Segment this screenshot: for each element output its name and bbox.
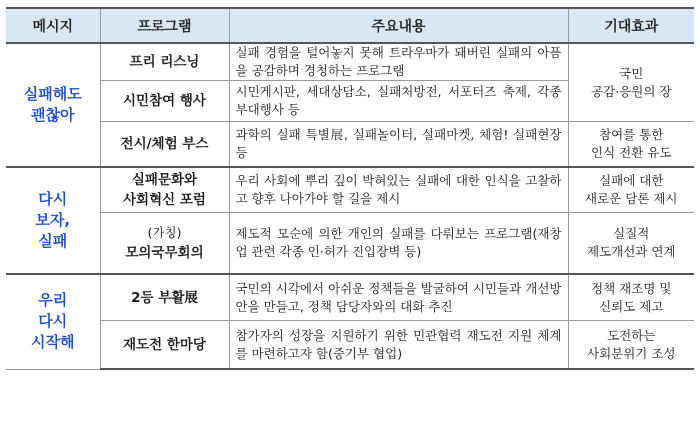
effect-cell: 국민 공감·응원의 장 xyxy=(568,43,694,122)
table-row xyxy=(6,274,694,321)
program-cell: (가칭) 모의국무회의 xyxy=(100,213,229,275)
program-cell: 2등 부활展 xyxy=(100,274,229,321)
effect-cell: 실질적 제도개선과 연계 xyxy=(568,213,694,275)
content-cell: 실패 경험을 털어놓지 못해 트라우마가 돼버린 실패의 아픔을 공감하며 경청하는 프로그램 xyxy=(229,43,568,81)
program-table xyxy=(6,7,694,370)
message-cell: 우리 다시 시작해 xyxy=(6,274,100,369)
header-program: 프로그램 xyxy=(100,8,229,43)
table-row xyxy=(6,321,694,370)
content-cell: 시민게시판, 세대상담소, 실패처방전, 서포터즈 축제, 각종 부대행사 등 xyxy=(229,81,568,122)
header-effect: 기대효과 xyxy=(568,8,694,43)
program-cell: 시민참여 행사 xyxy=(100,81,229,122)
content-cell: 국민의 시각에서 아쉬운 정책들을 발굴하여 시민들과 개선방안을 만들고, 정책 담당자와의 대화 추진 xyxy=(229,274,568,321)
effect-cell: 도전하는 사회분위기 조성 xyxy=(568,321,694,370)
effect-cell: 참여를 통한 인식 전환 유도 xyxy=(568,122,694,168)
content-cell: 과학의 실패 특별展, 실패놀이터, 실패마켓, 체험! 실패현장 등 xyxy=(229,122,568,168)
table-row xyxy=(6,43,694,81)
content-cell: 제도적 모순에 의한 개인의 실패를 다뤄보는 프로그램(재창업 관련 각종 인·허가 진입장벽 등) xyxy=(229,213,568,275)
table-row xyxy=(6,122,694,168)
message-cell: 다시 보자, 실패 xyxy=(6,167,100,274)
program-cell: 프리 리스닝 xyxy=(100,43,229,81)
header-content: 주요내용 xyxy=(229,8,568,43)
program-cell: 전시/체험 부스 xyxy=(100,122,229,168)
program-cell: 실패문화와 사회혁신 포럼 xyxy=(100,167,229,213)
table-row xyxy=(6,213,694,275)
effect-cell: 정책 재조명 및 신뢰도 제고 xyxy=(568,274,694,321)
message-cell: 실패해도 괜찮아 xyxy=(6,43,100,167)
content-cell: 참가자의 성장을 지원하기 위한 민관협력 재도전 지원 체계를 마련하고자 함(중기부 협업) xyxy=(229,321,568,370)
program-cell: 재도전 한마당 xyxy=(100,321,229,370)
header-row xyxy=(6,8,694,43)
header-message: 메시지 xyxy=(6,8,100,43)
content-cell: 우리 사회에 뿌리 깊이 박혀있는 실패에 대한 인식을 고찰하고 향후 나아가야 할 길을 제시 xyxy=(229,167,568,213)
table-row xyxy=(6,167,694,213)
effect-cell: 실패에 대한 새로운 담론 제시 xyxy=(568,167,694,213)
